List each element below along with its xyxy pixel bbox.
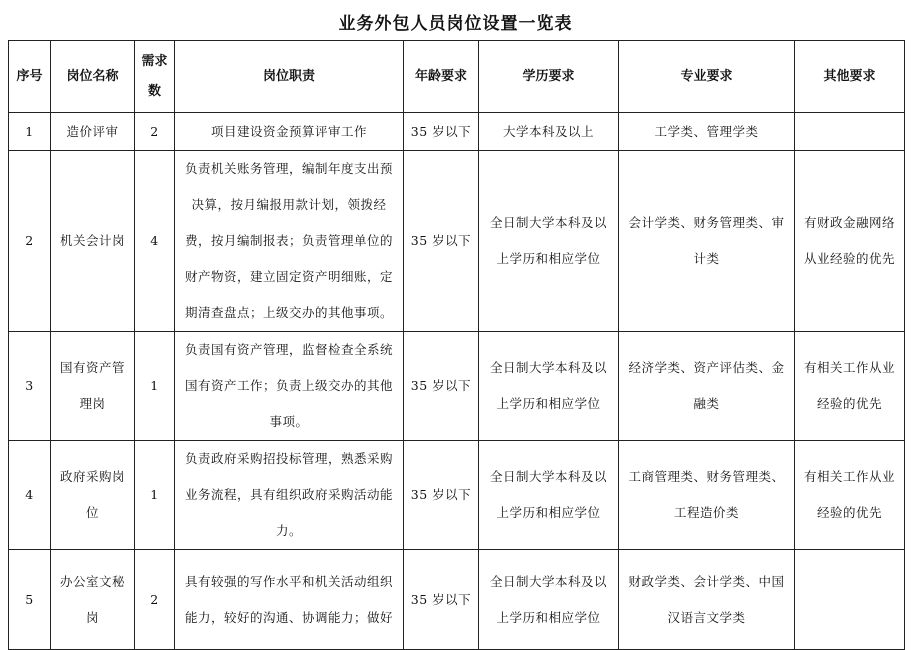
header-duty: 岗位职责 [175,41,404,113]
cell-major: 工学类、管理学类 [619,113,795,151]
table-row [9,332,905,441]
cell-index: 5 [9,550,51,650]
cell-duty: 负责机关账务管理，编制年度支出预决算，按月编报用款计划，领拨经费，按月编制报表；负责管理单位的财产物资，建立固定资产明细账，定期清查盘点；上级交办的其他事项。 [175,151,404,332]
cell-major: 会计学类、财务管理类、审计类 [619,151,795,332]
header-name: 岗位名称 [51,41,135,113]
cell-duty: 具有较强的写作水平和机关活动组织能力，较好的沟通、协调能力；做好 [175,550,404,650]
cell-name: 国有资产管理岗 [51,332,135,441]
cell-count: 4 [135,151,175,332]
table-header-row [9,41,905,113]
cell-duty: 负责政府采购招投标管理，熟悉采购业务流程，具有组织政府采购活动能力。 [175,441,404,550]
cell-other [795,550,905,650]
cell-other: 有财政金融网络从业经验的优先 [795,151,905,332]
cell-index: 3 [9,332,51,441]
cell-age: 35 岁以下 [404,332,479,441]
table-row [9,151,905,332]
cell-index: 1 [9,113,51,151]
cell-name: 造价评审 [51,113,135,151]
cell-index: 4 [9,441,51,550]
header-education: 学历要求 [479,41,619,113]
cell-age: 35 岁以下 [404,550,479,650]
cell-index: 2 [9,151,51,332]
table-row [9,113,905,151]
cell-education: 全日制大学本科及以上学历和相应学位 [479,441,619,550]
table-row [9,550,905,650]
cell-education: 大学本科及以上 [479,113,619,151]
cell-count: 2 [135,550,175,650]
cell-name: 办公室文秘岗 [51,550,135,650]
cell-other: 有相关工作从业经验的优先 [795,441,905,550]
cell-other [795,113,905,151]
positions-table [8,40,905,650]
header-other: 其他要求 [795,41,905,113]
cell-major: 工商管理类、财务管理类、工程造价类 [619,441,795,550]
header-index: 序号 [9,41,51,113]
header-count: 需求数 [135,41,175,113]
cell-education: 全日制大学本科及以上学历和相应学位 [479,151,619,332]
cell-count: 1 [135,441,175,550]
cell-major: 经济学类、资产评估类、金融类 [619,332,795,441]
cell-count: 1 [135,332,175,441]
cell-duty: 负责国有资产管理，监督检查全系统国有资产工作；负责上级交办的其他事项。 [175,332,404,441]
cell-age: 35 岁以下 [404,441,479,550]
cell-education: 全日制大学本科及以上学历和相应学位 [479,550,619,650]
cell-other: 有相关工作从业经验的优先 [795,332,905,441]
cell-duty: 项目建设资金预算评审工作 [175,113,404,151]
cell-age: 35 岁以下 [404,113,479,151]
cell-name: 机关会计岗 [51,151,135,332]
cell-count: 2 [135,113,175,151]
header-age: 年龄要求 [404,41,479,113]
cell-major: 财政学类、会计学类、中国汉语言文学类 [619,550,795,650]
header-major: 专业要求 [619,41,795,113]
page-title: 业务外包人员岗位设置一览表 [338,14,573,34]
cell-education: 全日制大学本科及以上学历和相应学位 [479,332,619,441]
cell-age: 35 岁以下 [404,151,479,332]
table-row [9,441,905,550]
cell-name: 政府采购岗位 [51,441,135,550]
